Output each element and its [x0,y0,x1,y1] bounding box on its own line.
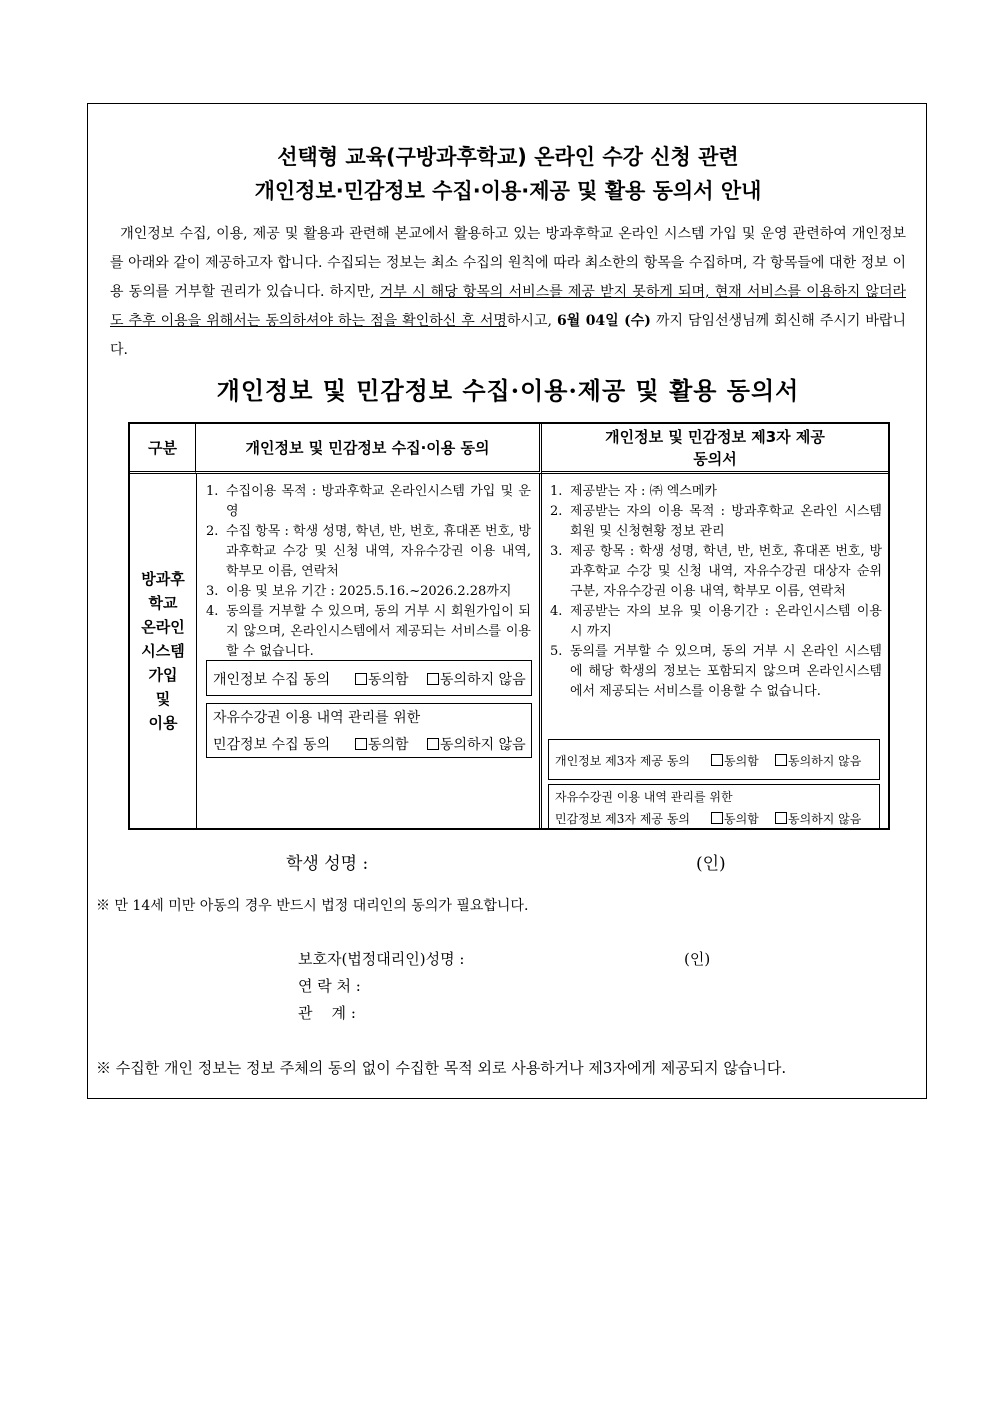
consent-label: 민감정보 제3자 제공 동의 [555,812,690,826]
consent-title: 개인정보 및 민감정보 수집·이용·제공 및 활용 동의서 [216,376,800,405]
student-name-label: 학생 성명 : [286,854,369,874]
agree-checkbox[interactable]: 동의함 [711,810,759,827]
guardian-seal: (인) [684,950,711,968]
list-item: 3. 이용 및 보유 기간 : 2025.5.16.~2026.2.28까지 [206,584,512,599]
disagree-checkbox[interactable]: 동의하지 않음 [775,752,861,769]
disagree-checkbox[interactable]: 동의하지 않음 [427,734,526,754]
third-party-consent-box [548,739,880,780]
disagree-checkbox[interactable]: 동의하지 않음 [427,669,526,689]
row-label-line: 온라인 [141,618,185,636]
column-divider-double [539,474,542,828]
list-item: 2. 수집 항목 : 학생 성명, 학년, 반, 번호, 휴대폰 번호, 방과후학교 수강 및 신청 내역, 자유수강권 이용 내역, 학부모 이름, 연락처 [206,524,531,579]
header-third-party-line1: 개인정보 및 민감정보 제3자 제공 [605,427,825,446]
consent-table [128,422,890,830]
intro-underlined-text: 거부 시 해당 항목의 서비스를 제공 받지 못하게 되며, 현재 서비스를 이용하지 않더라도 추후 이용을 위해서는 동의하셔야 하는 점을 확인하신 후 서명 [110,284,906,329]
intro-text-1: 개인정보 수집, 이용, 제공 및 활용과 관련해 본교에서 활용하고 있는 방과후학교 온라인 시스템 가입 및 운영 관련하여 개인정보를 아래와 같이 제공하고자 합니다. 수집되는 정보는 최소 수집의 원칙에 따라 최소한의 항목을 수집하며, 각 항목들에 대한 정보 이용 동의를 거부할 권리가 있습니다. 하지만, [110,226,906,300]
sensitive-third-party-consent-box [548,784,880,829]
sensitive-info-consent-box [206,703,532,758]
intro-text-3: 까지 담임선생님께 회신해 주시기 바랍니다. [110,313,906,358]
list-item: 1. 제공받는 자 : ㈜ 엑스메카 [550,484,717,499]
relation-label: 관 계 : [298,1004,356,1022]
checkbox-icon [711,754,723,766]
consent-label: 개인정보 제3자 제공 동의 [555,754,690,768]
header-category: 구분 [130,424,196,474]
disagree-checkbox[interactable]: 동의하지 않음 [775,810,861,827]
list-item: 3. 제공 항목 : 학생 성명, 학년, 반, 번호, 휴대폰 번호, 방과후학교 수강 및 신청 내역, 자유수강권 대상자 순위 구분, 자유수강권 이용 내역, 학부모 이름, 연락처 [550,544,882,599]
list-item: 4. 제공받는 자의 보유 및 이용기간 : 온라인시스템 이용 시 까지 [550,604,882,639]
row-label-line: 시스템 [141,642,185,660]
personal-info-consent-box [206,660,532,696]
consent-label: 자유수강권 이용 내역 관리를 위한 [555,790,733,804]
checkbox-icon [427,738,439,750]
intro-text-2: 하시고, [506,313,557,329]
header-third-party-line2: 동의서 [693,449,737,468]
row-label-line: 방과후 [141,570,185,588]
consent-label: 민감정보 수집 동의 [213,737,331,753]
row-label [130,474,196,828]
intro-paragraph [110,220,906,365]
checkbox-icon [355,738,367,750]
row-label-line: 학교 [148,594,178,612]
agree-checkbox[interactable]: 동의함 [355,669,409,689]
checkbox-icon [427,673,439,685]
row-label-line: 이용 [148,714,178,732]
checkbox-icon [775,812,787,824]
under-14-note: ※ 만 14세 미만 아동의 경우 반드시 법정 대리인의 동의가 필요합니다. [96,898,529,914]
list-item: 5. 동의를 거부할 수 있으며, 동의 거부 시 온라인 시스템에 해당 학생의 정보는 포함되지 않으며 온라인시스템에서 제공되는 서비스를 이용할 수 없습니다. [550,644,882,699]
student-seal: (인) [696,854,726,874]
list-item: 2. 제공받는 자의 이용 목적 : 방과후학교 온라인 시스템 회원 및 신청현황 정보 관리 [550,504,882,539]
contact-label: 연 락 처 : [298,977,361,995]
header-collection-consent: 개인정보 및 민감정보 수집·이용 동의 [196,424,542,474]
column-divider [196,474,197,828]
guardian-name-label: 보호자(법정대리인)성명 : [298,950,465,968]
form-title-line1: 선택형 교육(구방과후학교) 온라인 수강 신청 관련 [277,145,739,169]
reply-deadline: 6월 04일 (수) [556,313,651,329]
checkbox-icon [711,812,723,824]
checkbox-icon [775,754,787,766]
header-third-party-consent [542,424,888,474]
form-title-line2: 개인정보·민감정보 수집·이용·제공 및 활용 동의서 안내 [254,179,762,203]
consent-form [87,103,927,1099]
list-item: 4. 동의를 거부할 수 있으며, 동의 거부 시 회원가입이 되지 않으며, 온라인시스템에서 제공되는 서비스를 이용할 수 없습니다. [206,604,531,659]
row-label-line: 및 [155,690,171,708]
list-item: 1. 수집이용 목적 : 방과후학교 온라인시스템 가입 및 운영 [206,484,531,519]
third-party-terms-list [550,482,882,702]
agree-checkbox[interactable]: 동의함 [711,752,759,769]
consent-label: 개인정보 수집 동의 [213,672,331,688]
collection-terms-list [206,482,531,662]
agree-checkbox[interactable]: 동의함 [355,734,409,754]
checkbox-icon [355,673,367,685]
privacy-note: ※ 수집한 개인 정보는 정보 주체의 동의 없이 수집한 목적 외로 사용하거나 제3자에게 제공되지 않습니다. [96,1059,787,1077]
row-label-line: 가입 [148,666,178,684]
consent-label: 자유수강권 이용 내역 관리를 위한 [213,710,421,726]
